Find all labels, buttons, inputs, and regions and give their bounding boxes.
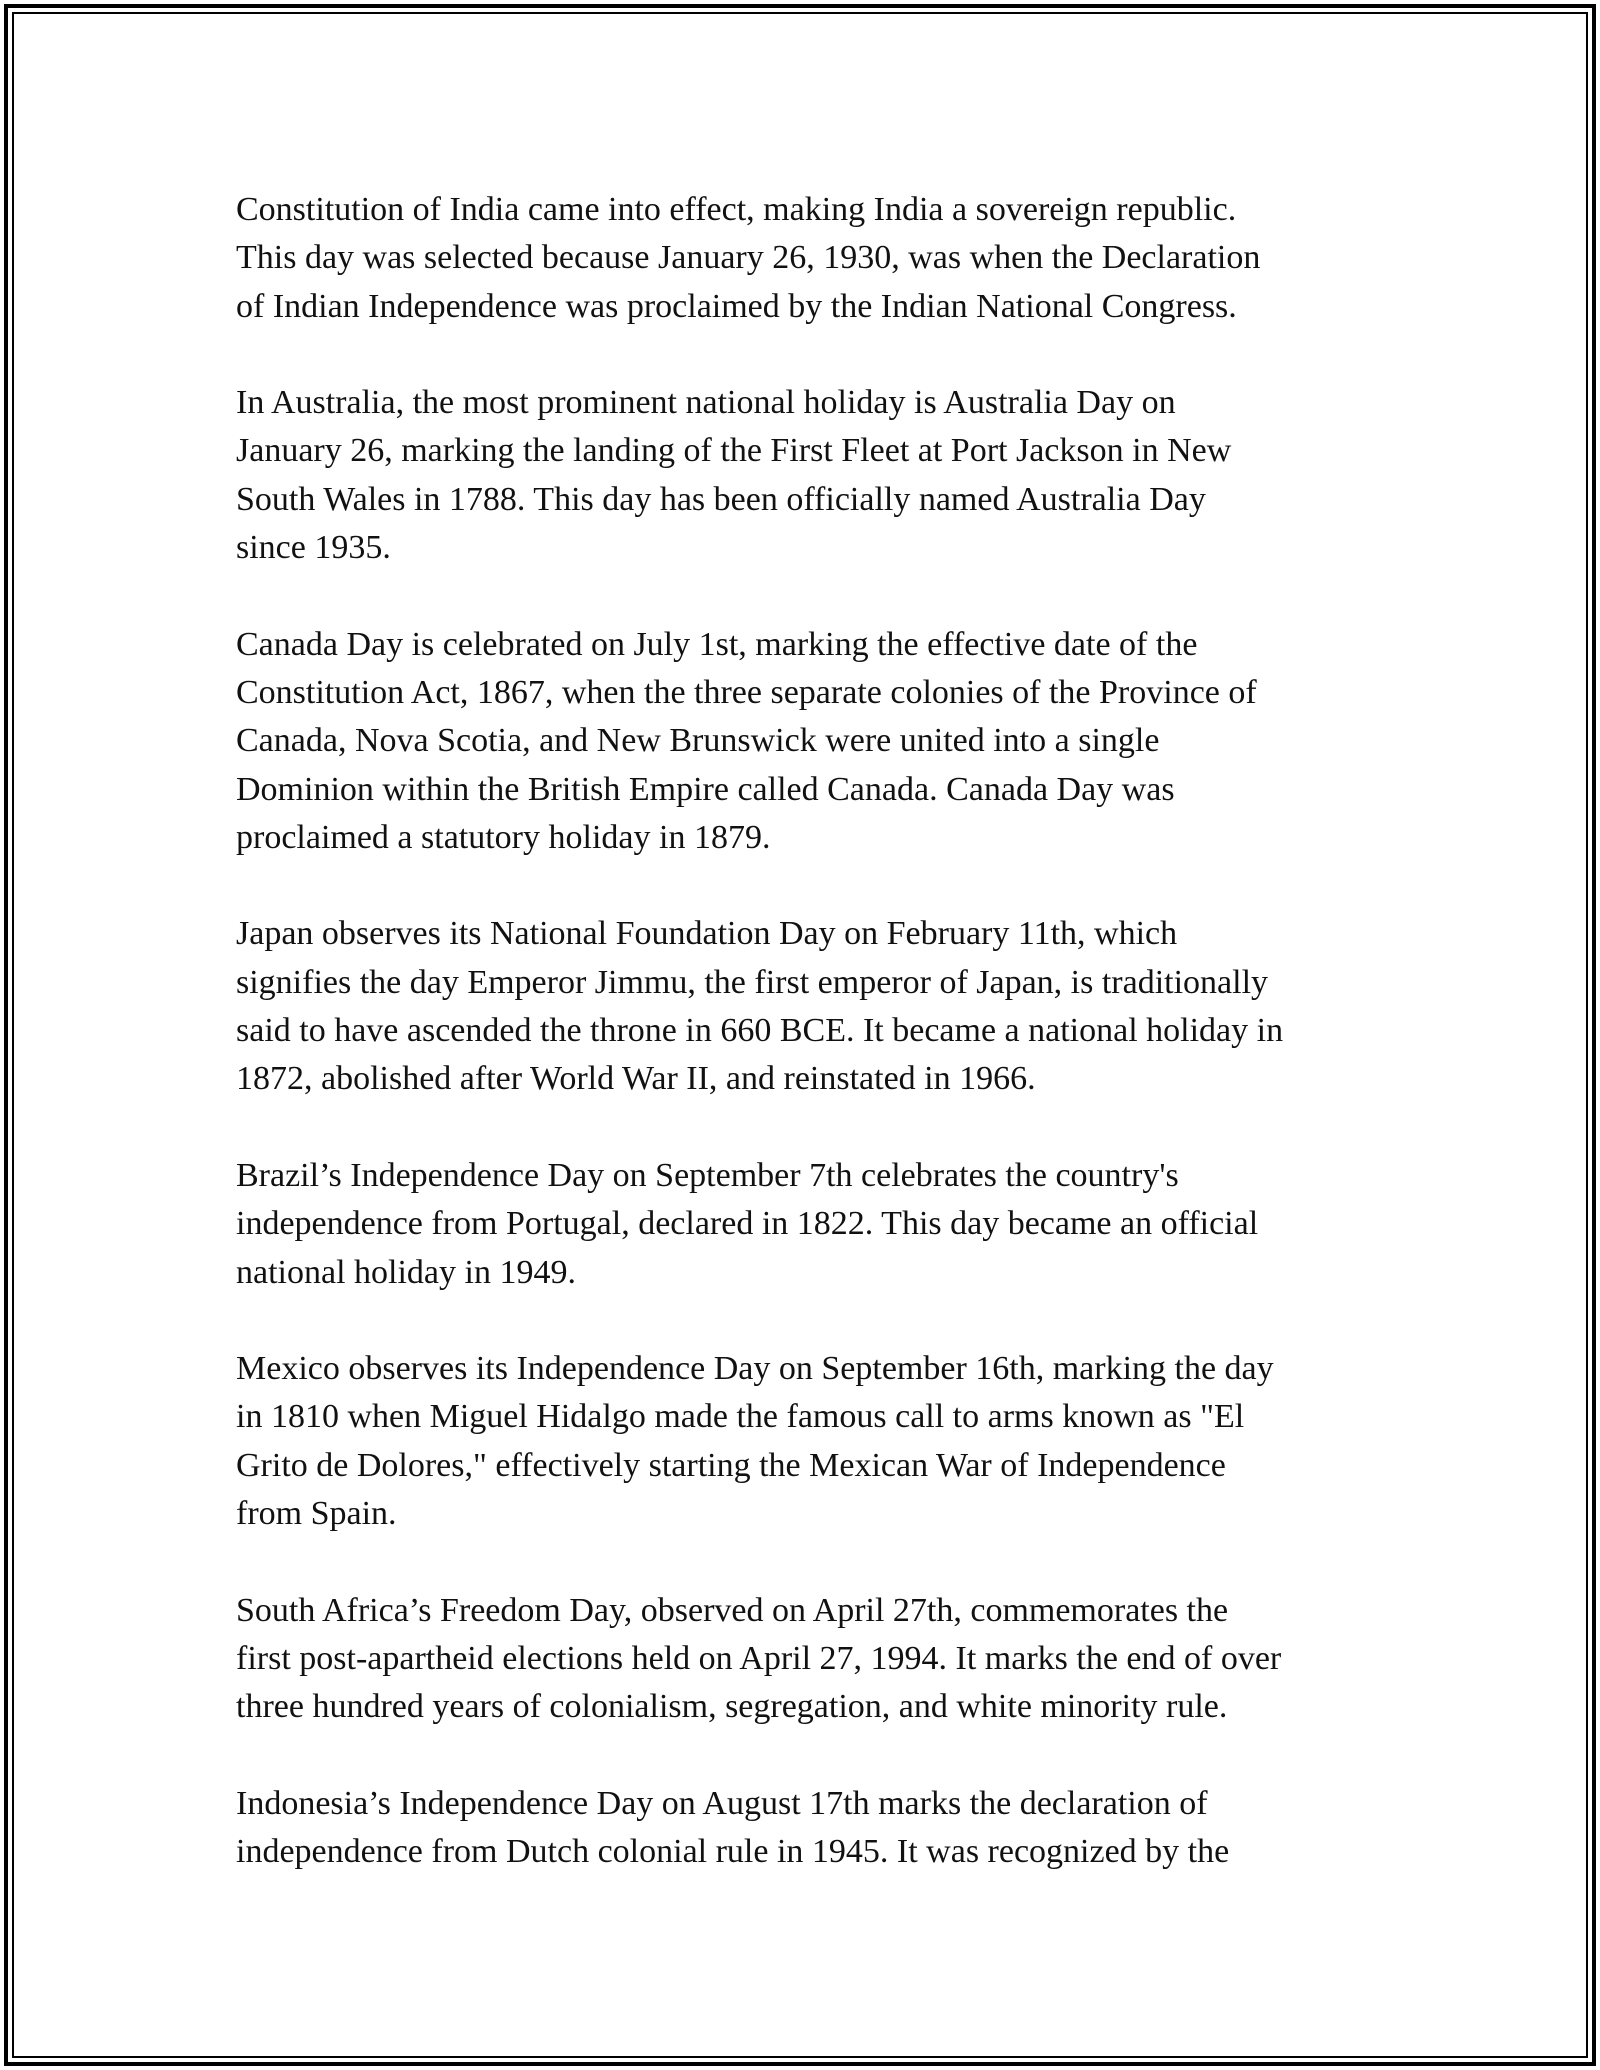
text-line: South Wales in 1788. This day has been officially named Australia Day bbox=[236, 480, 1206, 518]
paragraph-australia bbox=[236, 379, 1386, 572]
text-line: Brazil’s Independence Day on September 7th celebrates the country's bbox=[236, 1156, 1179, 1194]
text-line: three hundred years of colonialism, segregation, and white minority rule. bbox=[236, 1688, 1228, 1726]
text-line: of Indian Independence was proclaimed by the Indian National Congress. bbox=[236, 287, 1237, 325]
text-line: Grito de Dolores," effectively starting the Mexican War of Independence bbox=[236, 1446, 1226, 1484]
text-line: signifies the day Emperor Jimmu, the first emperor of Japan, is traditionally bbox=[236, 963, 1269, 1001]
text-line: first post-apartheid elections held on April 27, 1994. It marks the end of over bbox=[236, 1639, 1282, 1677]
text-line: independence from Dutch colonial rule in 1945. It was recognized by the bbox=[236, 1833, 1230, 1871]
text-line: 1872, abolished after World War II, and reinstated in 1966. bbox=[236, 1060, 1036, 1098]
text-line: in 1810 when Miguel Hidalgo made the famous call to arms known as "El bbox=[236, 1398, 1245, 1436]
text-line: Japan observes its National Foundation Day on February 11th, which bbox=[236, 915, 1178, 953]
text-line: since 1935. bbox=[236, 529, 391, 567]
paragraph-brazil bbox=[236, 1152, 1386, 1297]
paragraph-south-africa bbox=[236, 1587, 1386, 1732]
text-line: Dominion within the British Empire called Canada. Canada Day was bbox=[236, 770, 1175, 808]
text-line: Mexico observes its Independence Day on September 16th, marking the day bbox=[236, 1350, 1274, 1388]
text-line: independence from Portugal, declared in 1822. This day became an official bbox=[236, 1205, 1259, 1243]
paragraph-canada bbox=[236, 621, 1386, 862]
text-line: Canada, Nova Scotia, and New Brunswick were united into a single bbox=[236, 722, 1160, 760]
text-line: Constitution of India came into effect, making India a sovereign republic. bbox=[236, 191, 1237, 228]
text-line: Canada Day is celebrated on July 1st, marking the effective date of the bbox=[236, 625, 1198, 663]
text-line: national holiday in 1949. bbox=[236, 1253, 576, 1291]
text-line: January 26, marking the landing of the First Fleet at Port Jackson in New bbox=[236, 432, 1232, 470]
text-line: This day was selected because January 26, 1930, was when the Declaration bbox=[236, 239, 1261, 277]
text-line: from Spain. bbox=[236, 1495, 397, 1533]
text-line: Constitution Act, 1867, when the three separate colonies of the Province of bbox=[236, 673, 1257, 711]
document-body bbox=[236, 186, 1386, 1925]
text-line: South Africa’s Freedom Day, observed on April 27th, commemorates the bbox=[236, 1591, 1229, 1629]
text-line: Indonesia’s Independence Day on August 17th marks the declaration of bbox=[236, 1784, 1208, 1822]
paragraph-indonesia bbox=[236, 1780, 1386, 1877]
text-line: In Australia, the most prominent national holiday is Australia Day on bbox=[236, 384, 1176, 422]
paragraph-india bbox=[236, 186, 1386, 331]
text-line: said to have ascended the throne in 660 BCE. It became a national holiday in bbox=[236, 1012, 1284, 1050]
paragraph-mexico bbox=[236, 1345, 1386, 1538]
paragraph-japan bbox=[236, 910, 1386, 1103]
text-line: proclaimed a statutory holiday in 1879. bbox=[236, 818, 771, 856]
